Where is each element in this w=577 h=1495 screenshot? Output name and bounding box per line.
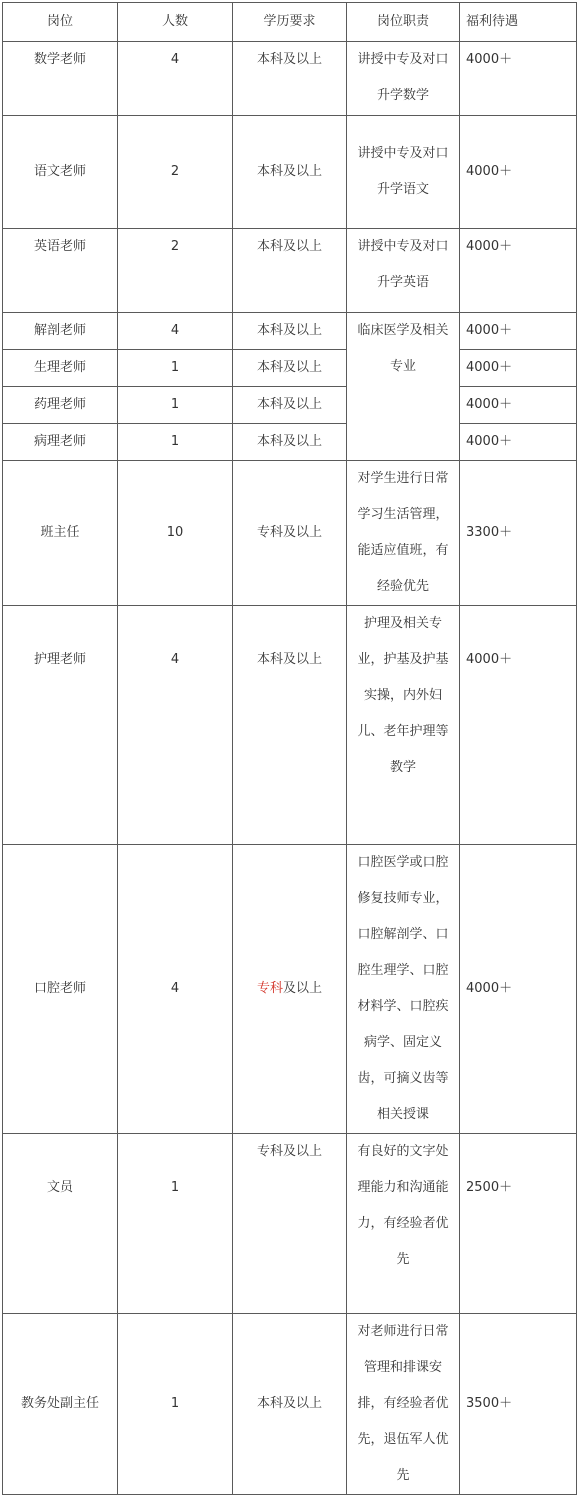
cell-duty xyxy=(347,116,460,229)
cell-duty xyxy=(347,461,460,606)
header-count: 人数 xyxy=(118,3,233,42)
cell-position: 文员 xyxy=(3,1134,118,1314)
cell-count: 2 xyxy=(118,229,233,313)
cell-education: 专科及以上 xyxy=(233,1134,347,1314)
duty-line: 讲授中专及对口 xyxy=(357,52,449,67)
duty-line: 实操，内外妇 xyxy=(363,688,442,703)
header-duty: 岗位职责 xyxy=(347,3,460,42)
cell-count: 1 xyxy=(118,424,233,461)
table-row xyxy=(3,845,577,1134)
cell-position: 病理老师 xyxy=(3,424,118,461)
cell-count: 4 xyxy=(118,606,233,845)
header-row xyxy=(3,3,577,42)
cell-welfare: 4000＋ xyxy=(460,424,577,461)
table-row xyxy=(3,229,577,313)
duty-line: 理能力和沟通能 xyxy=(357,1180,449,1195)
cell-position: 教务处副主任 xyxy=(3,1314,118,1495)
duty-line: 专业 xyxy=(389,359,416,374)
cell-education: 本科及以上 xyxy=(233,116,347,229)
table-row xyxy=(3,116,577,229)
duty-line: 教学 xyxy=(389,760,416,775)
duty-line: 能适应值班，有 xyxy=(357,543,449,558)
cell-welfare: 3500＋ xyxy=(460,1314,577,1495)
table-row xyxy=(3,606,577,845)
cell-education: 本科及以上 xyxy=(233,424,347,461)
table-row xyxy=(3,42,577,116)
table-row xyxy=(3,350,577,387)
cell-education: 本科及以上 xyxy=(233,606,347,845)
cell-count: 1 xyxy=(118,1134,233,1314)
duty-line: 力，有经验者优 xyxy=(357,1216,449,1231)
duty-line: 升学数学 xyxy=(376,88,429,103)
cell-count: 4 xyxy=(118,42,233,116)
duty-line: 先 xyxy=(396,1468,410,1483)
cell-duty xyxy=(347,1134,460,1314)
cell-welfare: 4000＋ xyxy=(460,387,577,424)
cell-welfare: 3300＋ xyxy=(460,461,577,606)
cell-education: 本科及以上 xyxy=(233,42,347,116)
cell-welfare: 4000＋ xyxy=(460,845,577,1134)
duty-line: 业，护基及护基 xyxy=(357,652,449,667)
table-row xyxy=(3,387,577,424)
cell-count: 1 xyxy=(118,350,233,387)
cell-welfare: 2500＋ xyxy=(460,1134,577,1314)
duty-line: 管理和排课安 xyxy=(363,1360,442,1375)
cell-position: 解剖老师 xyxy=(3,313,118,350)
duty-line: 讲授中专及对口 xyxy=(357,146,449,161)
cell-welfare: 4000＋ xyxy=(460,313,577,350)
cell-welfare: 4000＋ xyxy=(460,350,577,387)
duty-line: 排，有经验者优 xyxy=(357,1396,449,1411)
cell-position: 英语老师 xyxy=(3,229,118,313)
duty-line: 临床医学及相关 xyxy=(357,323,449,338)
cell-welfare: 4000＋ xyxy=(460,229,577,313)
cell-duty xyxy=(347,845,460,1134)
cell-welfare: 4000＋ xyxy=(460,42,577,116)
duty-line: 有良好的文字处 xyxy=(357,1144,449,1159)
cell-count: 1 xyxy=(118,1314,233,1495)
header-position: 岗位 xyxy=(3,3,118,42)
cell-duty xyxy=(347,42,460,116)
cell-education: 本科及以上 xyxy=(233,350,347,387)
cell-count: 2 xyxy=(118,116,233,229)
cell-count: 10 xyxy=(118,461,233,606)
cell-duty xyxy=(347,229,460,313)
duty-line: 病学、固定义 xyxy=(363,1035,442,1050)
cell-position: 护理老师 xyxy=(3,606,118,845)
duty-line: 对老师进行日常 xyxy=(357,1324,449,1339)
cell-position: 班主任 xyxy=(3,461,118,606)
table-row xyxy=(3,1134,577,1314)
header-welfare: 福利待遇 xyxy=(460,3,577,42)
cell-position: 数学老师 xyxy=(3,42,118,116)
cell-welfare: 4000＋ xyxy=(460,606,577,845)
duty-line: 对学生进行日常 xyxy=(357,471,449,486)
duty-line: 儿、老年护理等 xyxy=(357,724,449,739)
cell-count: 1 xyxy=(118,387,233,424)
cell-education: 本科及以上 xyxy=(233,1314,347,1495)
recruitment-table xyxy=(2,2,577,1495)
duty-line: 学习生活管理， xyxy=(357,507,449,522)
cell-welfare: 4000＋ xyxy=(460,116,577,229)
cell-count: 4 xyxy=(118,313,233,350)
cell-position: 口腔老师 xyxy=(3,845,118,1134)
cell-position: 语文老师 xyxy=(3,116,118,229)
table-row xyxy=(3,1314,577,1495)
education-highlight: 专科 xyxy=(256,981,283,996)
duty-line: 升学英语 xyxy=(376,275,429,290)
cell-duty-merged xyxy=(347,313,460,461)
duty-line: 经验优先 xyxy=(376,579,429,594)
duty-line: 材料学、口腔疾 xyxy=(357,999,449,1014)
duty-line: 护理及相关专 xyxy=(363,616,442,631)
cell-position: 生理老师 xyxy=(3,350,118,387)
table-row xyxy=(3,313,577,350)
duty-line: 讲授中专及对口 xyxy=(357,239,449,254)
cell-education: 专科及以上 xyxy=(233,461,347,606)
table-row xyxy=(3,424,577,461)
duty-line: 升学语文 xyxy=(376,182,429,197)
cell-education: 本科及以上 xyxy=(233,229,347,313)
duty-line: 齿，可摘义齿等 xyxy=(357,1071,449,1086)
cell-education xyxy=(233,845,347,1134)
table-row xyxy=(3,461,577,606)
duty-line: 相关授课 xyxy=(376,1107,429,1122)
duty-line: 腔生理学、口腔 xyxy=(357,963,449,978)
duty-line: 先 xyxy=(396,1252,410,1267)
cell-education: 本科及以上 xyxy=(233,313,347,350)
cell-education: 本科及以上 xyxy=(233,387,347,424)
duty-line: 先，退伍军人优 xyxy=(357,1432,449,1447)
header-education: 学历要求 xyxy=(233,3,347,42)
duty-line: 口腔医学或口腔 xyxy=(357,855,449,870)
cell-duty xyxy=(347,1314,460,1495)
duty-line: 口腔解剖学、口 xyxy=(357,927,449,942)
education-rest: 及以上 xyxy=(283,981,323,996)
cell-duty xyxy=(347,606,460,845)
duty-line: 修复技师专业， xyxy=(357,891,449,906)
cell-position: 药理老师 xyxy=(3,387,118,424)
cell-count: 4 xyxy=(118,845,233,1134)
